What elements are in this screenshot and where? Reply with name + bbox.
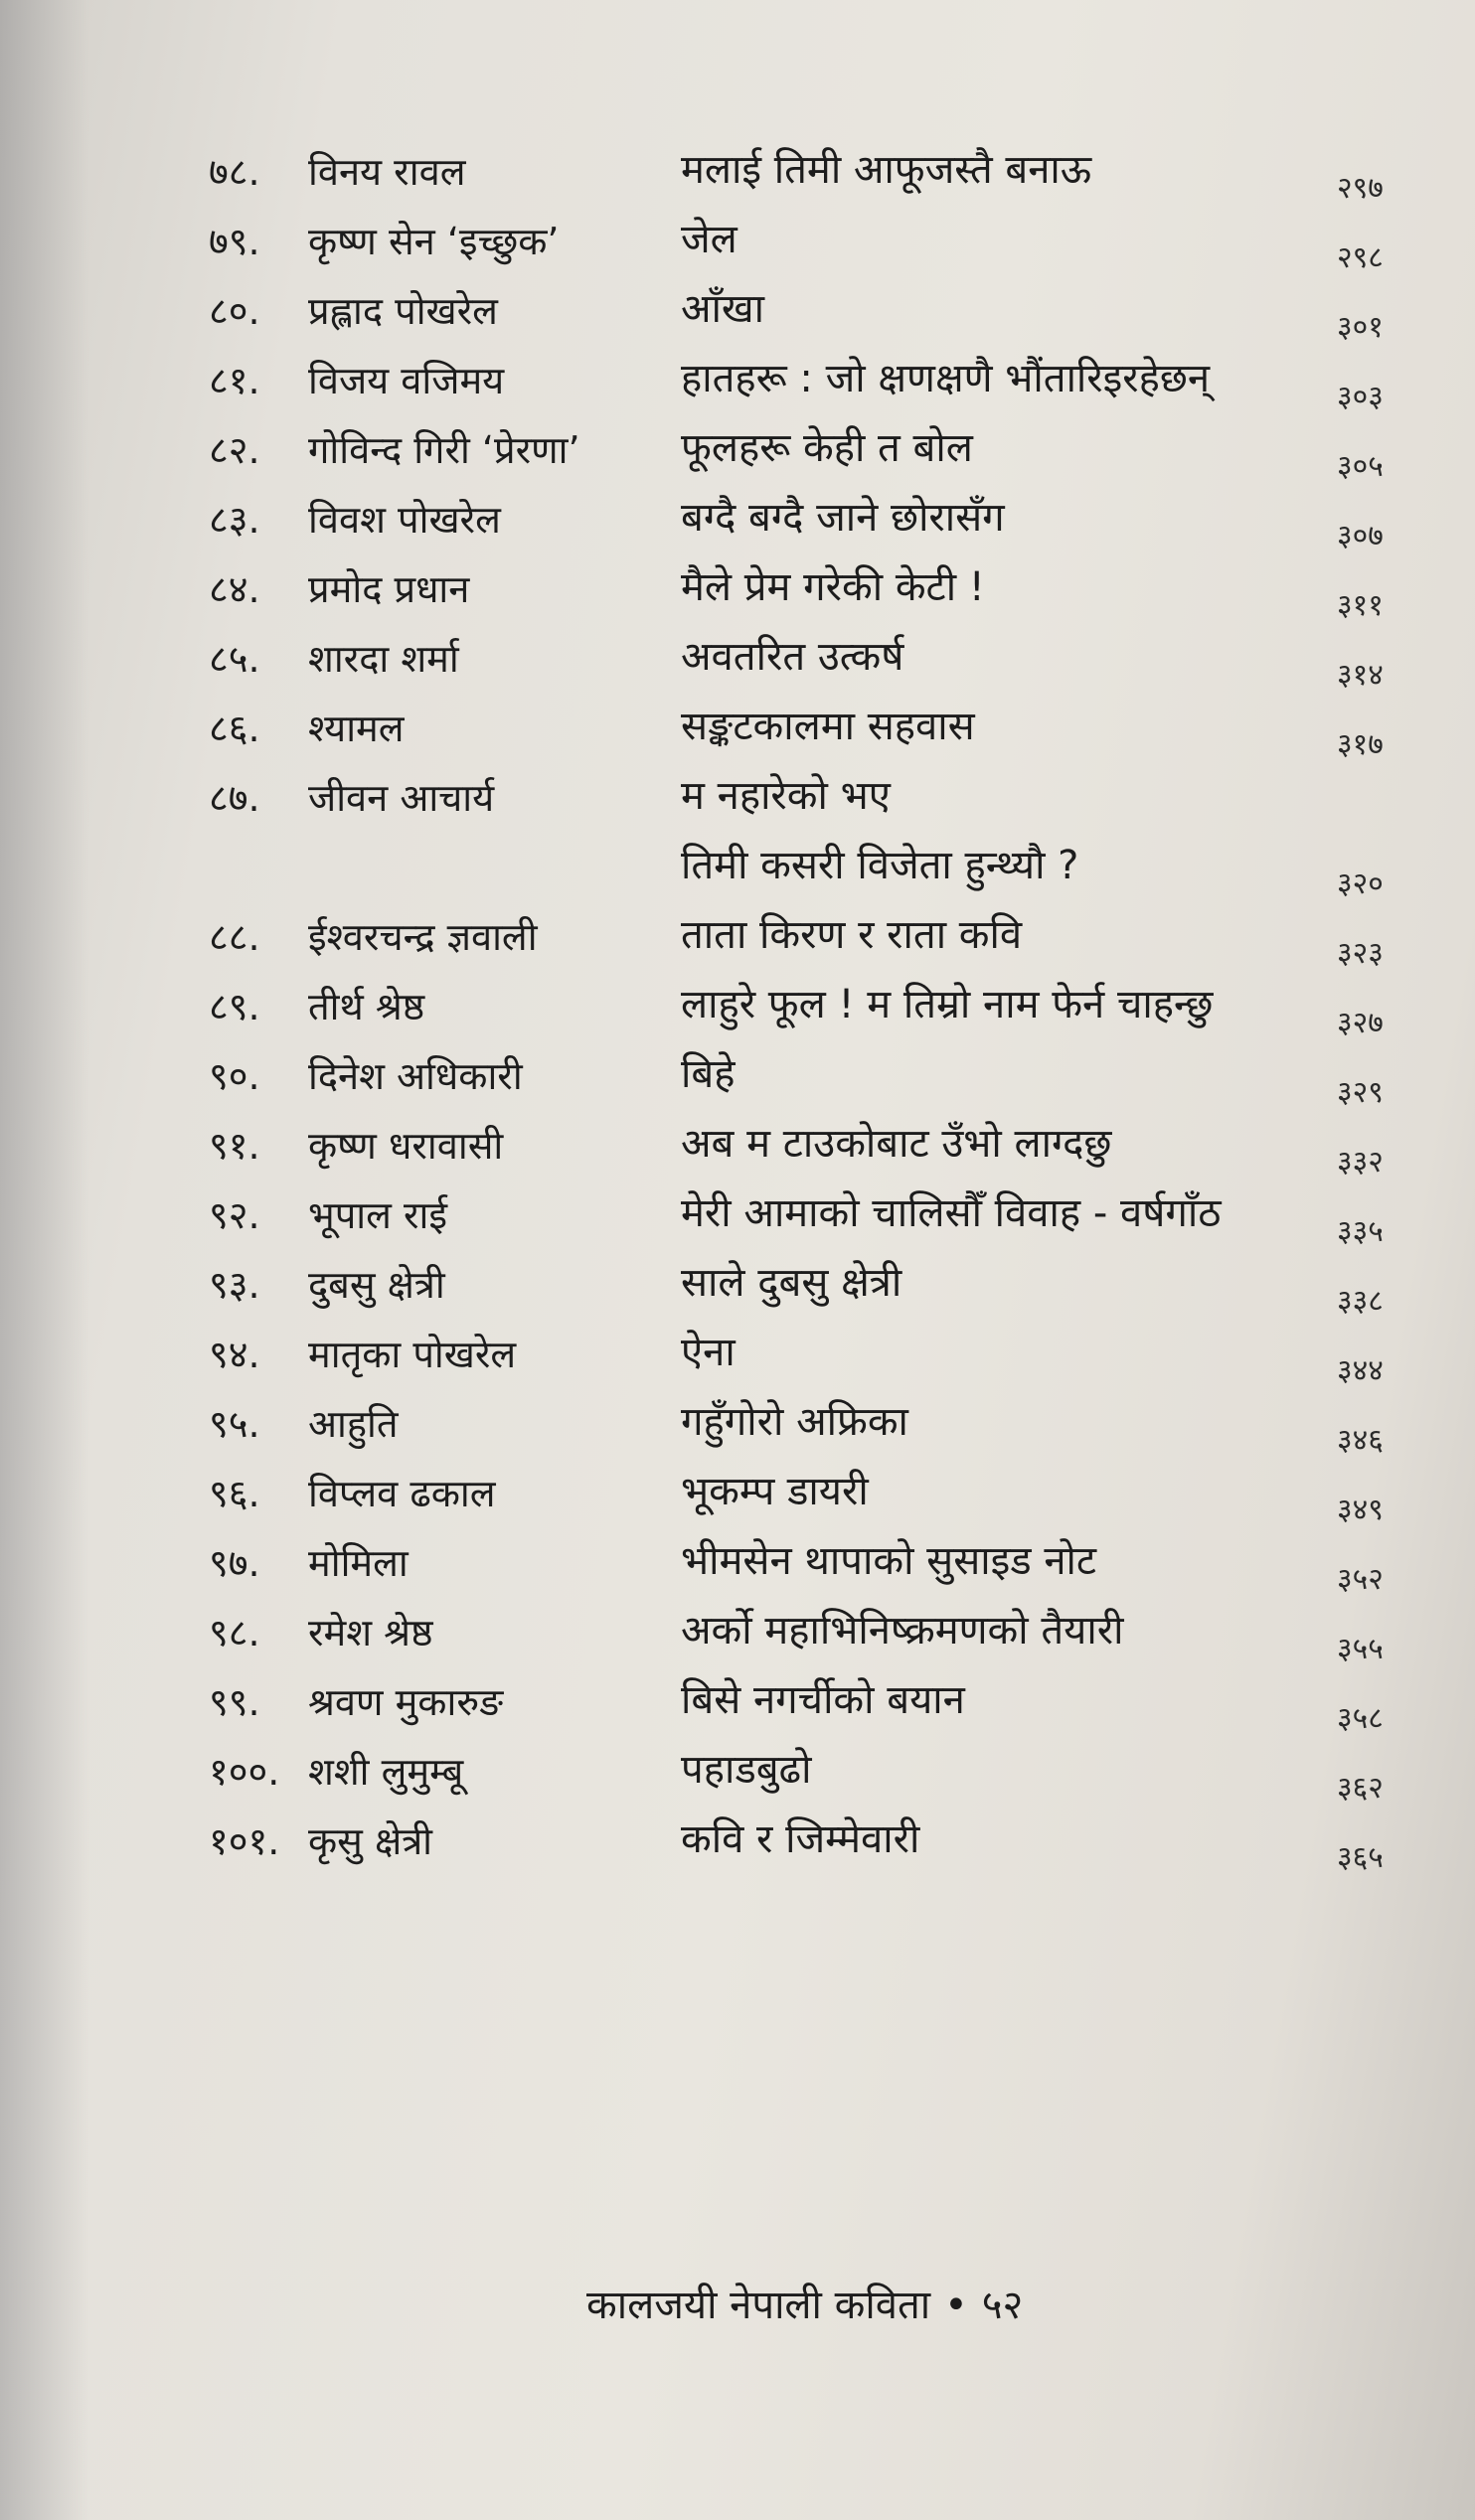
entry-number: ८७. [209,776,260,820]
entry-title: हातहरू : जो क्षणक्षणै भौंतारिइरहेछन् [681,356,1211,401]
entry-page: ३५८ [1337,1701,1384,1736]
entry-page: ३११ [1337,588,1384,623]
toc-entry [0,1809,1475,1878]
entry-page: ३४६ [1337,1423,1384,1458]
entry-page: ३२९ [1337,1075,1384,1110]
toc-entry [0,1530,1475,1600]
entry-author: मोमिला [308,1541,409,1585]
entry-author: ईश्वरचन्द्र ज्ञवाली [308,915,538,959]
entry-number: ९७. [209,1541,260,1585]
toc-entry [0,139,1475,209]
entry-title: आँखा [681,286,764,332]
entry-page: ३३२ [1337,1145,1384,1180]
toc-entry [0,1461,1475,1530]
toc-entry [0,696,1475,765]
toc-entry [0,209,1475,278]
entry-number: ८५. [209,637,260,681]
toc-entry-continuation [0,835,1475,904]
entry-title: लाहुरे फूल ! म तिम्रो नाम फेर्न चाहन्छु [681,982,1214,1027]
toc-entry [0,765,1475,835]
entry-author: रमेश श्रेष्ठ [308,1611,433,1654]
entry-author: भूपाल राई [308,1193,448,1237]
toc-entry [0,487,1475,556]
entry-number: ८६. [209,707,260,750]
entry-number: १००. [209,1750,280,1794]
toc-entry [0,1113,1475,1182]
entry-page: २९७ [1337,171,1384,206]
entry-title: म नहारेको भए [681,773,891,819]
entry-number: ९०. [209,1054,260,1098]
toc-entry [0,417,1475,487]
entry-title: मैले प्रेम गरेकी केटी ! [681,564,985,610]
entry-author: कृष्ण सेन ‘इच्छुक’ [308,220,560,263]
entry-title: बग्दै बग्दै जाने छोरासँग [681,495,1005,541]
entry-title: पहाडबुढो [681,1747,812,1793]
page-footer [586,2278,1023,2333]
entry-number: ८४. [209,567,260,611]
toc-entry [0,278,1475,348]
entry-author: शारदा शर्मा [308,637,459,681]
entry-page: ३१४ [1337,658,1384,693]
entry-number: ७८. [209,150,260,194]
toc-entry [0,1322,1475,1391]
entry-title: गहुँगोरो अफ्रिका [681,1399,908,1445]
toc-entry [0,1739,1475,1809]
entry-author: जीवन आचार्य [308,776,495,820]
toc-entry [0,1252,1475,1322]
entry-page: ३५२ [1337,1562,1384,1597]
footer-book-title: कालजयी नेपाली कविता [586,2283,931,2328]
entry-author: प्रमोद प्रधान [308,567,470,611]
entry-page: ३६५ [1337,1840,1384,1875]
entry-number: ९८. [209,1611,260,1654]
entry-number: ९४. [209,1333,260,1376]
entry-author: श्रवण मुकारुङ [308,1680,504,1724]
entry-title: अर्को महाभिनिष्क्रमणको तैयारी [681,1608,1124,1654]
entry-title: कवि र जिम्मेवारी [681,1816,920,1862]
entry-author: आहुति [308,1402,399,1446]
entry-title: अवतरित उत्कर्ष [681,634,904,680]
footer-separator: • [944,2283,968,2328]
entry-title: मलाई तिमी आफूजस्तै बनाऊ [681,147,1092,193]
entry-title: सङ्कटकालमा सहवास [681,704,975,749]
toc-entry [0,974,1475,1043]
entry-page: ३४९ [1337,1493,1384,1527]
entry-title: ऐना [681,1330,736,1375]
toc-entry [0,1391,1475,1461]
toc-entry [0,904,1475,974]
entry-page: ३४४ [1337,1353,1384,1388]
entry-number: ८९. [209,985,260,1028]
entry-author: विजय वजिमय [308,359,505,402]
toc-entry [0,1043,1475,1113]
entry-number: ८३. [209,498,260,542]
toc-entry [0,556,1475,626]
entry-number: ९९. [209,1680,260,1724]
entry-title: अब म टाउकोबाट उँभो लाग्दछु [681,1121,1112,1167]
entry-title: जेल [681,217,738,262]
entry-author: मातृका पोखरेल [308,1333,517,1376]
entry-author: श्यामल [308,707,405,750]
entry-title: साले दुबसु क्षेत्री [681,1260,902,1306]
entry-title: मेरी आमाको चालिसौँ विवाह - वर्षगाँठ [681,1190,1222,1236]
entry-page: ३३५ [1337,1214,1384,1249]
entry-page: ३३८ [1337,1284,1384,1319]
entry-author: दिनेश अधिकारी [308,1054,523,1098]
entry-author: विप्लव ढकाल [308,1472,496,1515]
entry-author: गोविन्द गिरी ‘प्रेरणा’ [308,428,580,472]
entry-number: ९५. [209,1402,260,1446]
entry-title: ताता किरण र राता कवि [681,912,1023,958]
entry-number: ९६. [209,1472,260,1515]
entry-page: ३२३ [1337,936,1384,971]
toc-entry [0,1600,1475,1669]
entry-title: भूकम्प डायरी [681,1469,869,1514]
entry-number: ८८. [209,915,260,959]
entry-number: ९३. [209,1263,260,1307]
entry-page: ३०७ [1337,519,1384,553]
entry-author: तीर्थ श्रेष्ठ [308,985,425,1028]
entry-number: ९१. [209,1124,260,1168]
entry-page: ३०१ [1337,310,1384,345]
entry-page: ३५५ [1337,1632,1384,1666]
entry-author: प्रह्लाद पोखरेल [308,289,498,333]
entry-page: ३६२ [1337,1771,1384,1806]
entry-title: बिसे नगर्चीको बयान [681,1677,965,1723]
entry-author: विनय रावल [308,150,466,194]
entry-number: ८०. [209,289,260,333]
entry-page: ३१७ [1337,727,1384,762]
toc-entry [0,626,1475,696]
entry-title: भीमसेन थापाको सुसाइड नोट [681,1538,1097,1584]
footer-page-number: ५२ [981,2283,1024,2328]
entry-page: २९८ [1337,240,1384,275]
entry-page: ३०५ [1337,449,1384,484]
entry-page: ३२७ [1337,1006,1384,1040]
entry-title: फूलहरू केही त बोल [681,425,973,471]
entry-author: शशी लुमुम्बू [308,1750,464,1794]
entry-author: विवश पोखरेल [308,498,501,542]
entry-number: ७९. [209,220,260,263]
toc-entry [0,1182,1475,1252]
entry-number: १०१. [209,1819,280,1863]
entry-number: ९२. [209,1193,260,1237]
entry-number: ८२. [209,428,260,472]
entry-page: ३०३ [1337,380,1384,414]
toc-entry [0,1669,1475,1739]
entry-page: ३२० [1337,866,1384,901]
entry-title: तिमी कसरी विजेता हुन्थ्यौ ? [681,843,1079,888]
entry-number: ८१. [209,359,260,402]
toc-entry [0,348,1475,417]
entry-author: दुबसु क्षेत्री [308,1263,445,1307]
entry-author: कृसु क्षेत्री [308,1819,433,1863]
entry-title: बिहे [681,1051,736,1097]
entry-author: कृष्ण धरावासी [308,1124,504,1168]
